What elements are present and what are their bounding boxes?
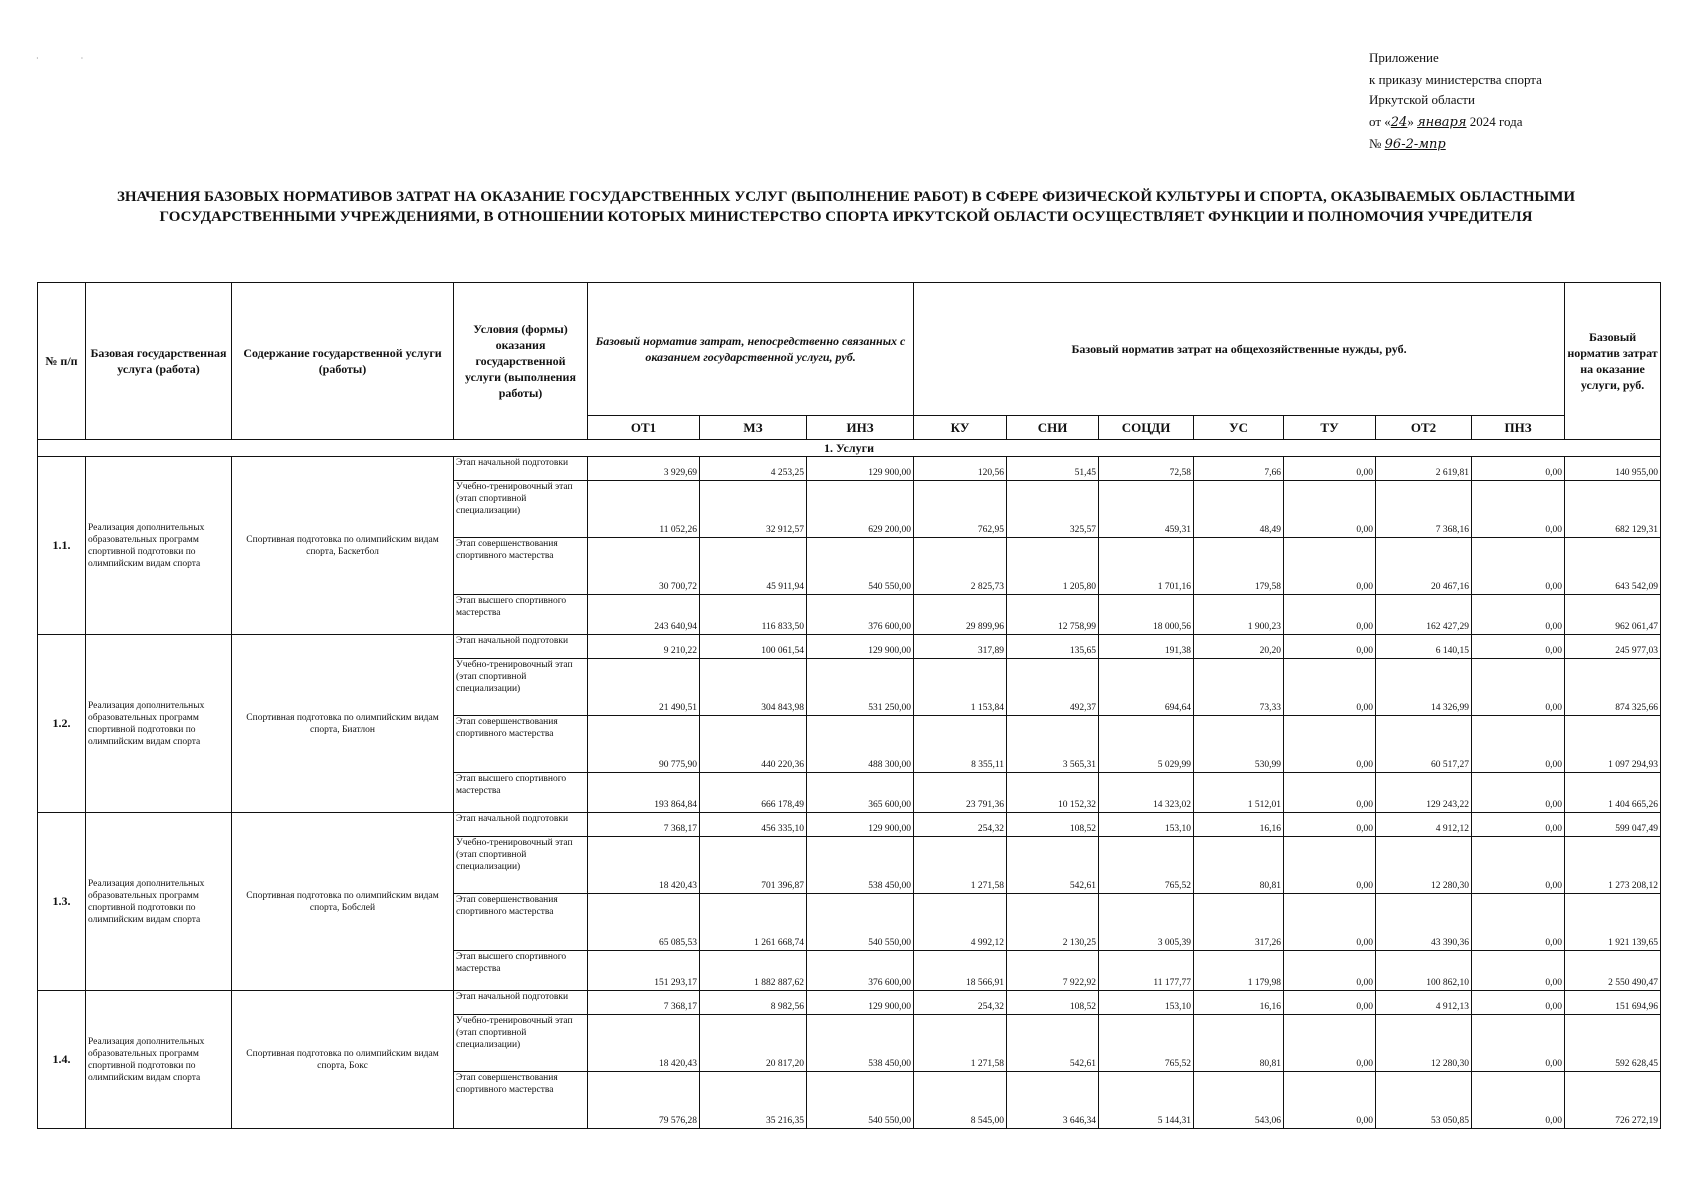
subheader-sni: СНИ — [1007, 416, 1099, 440]
row-index: 1.4. — [38, 991, 86, 1129]
row-index: 1.2. — [38, 635, 86, 813]
value-ot2: 14 326,99 — [1376, 659, 1472, 716]
value-sotsdi: 191,38 — [1099, 635, 1194, 659]
stage-cell: Этап начальной подготовки — [454, 457, 588, 481]
value-ku: 254,32 — [914, 813, 1007, 837]
appendix-label: Приложение — [1369, 50, 1439, 65]
value-sotsdi: 5 144,31 — [1099, 1072, 1194, 1129]
value-ot2: 129 243,22 — [1376, 773, 1472, 813]
value-us: 16,16 — [1194, 991, 1284, 1015]
stage-cell: Этап совершенствования спортивного мастерства — [454, 1072, 588, 1129]
value-sotsdi: 1 701,16 — [1099, 538, 1194, 595]
value-sotsdi: 765,52 — [1099, 837, 1194, 894]
value-ot2: 12 280,30 — [1376, 837, 1472, 894]
value-total: 726 272,19 — [1565, 1072, 1661, 1129]
value-mz: 1 261 668,74 — [700, 894, 807, 951]
value-total: 1 404 665,26 — [1565, 773, 1661, 813]
value-inz: 538 450,00 — [807, 837, 914, 894]
value-ot2: 4 912,13 — [1376, 991, 1472, 1015]
value-ot2: 6 140,15 — [1376, 635, 1472, 659]
value-us: 20,20 — [1194, 635, 1284, 659]
value-inz: 540 550,00 — [807, 1072, 914, 1129]
value-ot1: 18 420,43 — [588, 837, 700, 894]
value-ku: 254,32 — [914, 991, 1007, 1015]
value-pnz: 0,00 — [1472, 773, 1565, 813]
row-index: 1.1. — [38, 457, 86, 635]
value-sni: 51,45 — [1007, 457, 1099, 481]
header-general-costs: Базовый норматив затрат на общехозяйственные нужды, руб. — [914, 283, 1565, 416]
value-sni: 10 152,32 — [1007, 773, 1099, 813]
value-total: 245 977,03 — [1565, 635, 1661, 659]
value-sni: 12 758,99 — [1007, 595, 1099, 635]
value-ot1: 90 775,90 — [588, 716, 700, 773]
value-ot2: 2 619,81 — [1376, 457, 1472, 481]
header-conditions: Условия (формы) оказания государственной услуги (выполнения работы) — [454, 283, 588, 440]
service-name: Реализация дополнительных образовательных программ спортивной подготовки по олимпийским видам спорта — [86, 991, 232, 1129]
value-mz: 304 843,98 — [700, 659, 807, 716]
value-tu: 0,00 — [1284, 951, 1376, 991]
value-sni: 325,57 — [1007, 481, 1099, 538]
value-ot2: 43 390,36 — [1376, 894, 1472, 951]
value-mz: 4 253,25 — [700, 457, 807, 481]
value-tu: 0,00 — [1284, 894, 1376, 951]
service-content: Спортивная подготовка по олимпийским видам спорта, Бобслей — [232, 813, 454, 991]
value-us: 80,81 — [1194, 837, 1284, 894]
table-row — [38, 635, 1661, 659]
subheader-tu: ТУ — [1284, 416, 1376, 440]
date-month: января — [1417, 115, 1467, 130]
value-pnz: 0,00 — [1472, 894, 1565, 951]
value-total: 962 061,47 — [1565, 595, 1661, 635]
region-label: Иркутской области — [1369, 92, 1475, 107]
subheader-pnz: ПНЗ — [1472, 416, 1565, 440]
service-content: Спортивная подготовка по олимпийским видам спорта, Биатлон — [232, 635, 454, 813]
value-ku: 120,56 — [914, 457, 1007, 481]
value-total: 151 694,96 — [1565, 991, 1661, 1015]
date-suffix: 2024 года — [1466, 114, 1523, 129]
subheader-inz: ИНЗ — [807, 416, 914, 440]
order-number — [1369, 135, 1649, 153]
value-inz: 129 900,00 — [807, 991, 914, 1015]
value-ku: 317,89 — [914, 635, 1007, 659]
value-tu: 0,00 — [1284, 716, 1376, 773]
stage-cell: Этап совершенствования спортивного мастерства — [454, 716, 588, 773]
value-pnz: 0,00 — [1472, 1015, 1565, 1072]
service-name: Реализация дополнительных образовательных программ спортивной подготовки по олимпийским видам спорта — [86, 635, 232, 813]
value-pnz: 0,00 — [1472, 538, 1565, 595]
value-pnz: 0,00 — [1472, 595, 1565, 635]
subheader-ot1: ОТ1 — [588, 416, 700, 440]
value-inz: 538 450,00 — [807, 1015, 914, 1072]
value-ot1: 65 085,53 — [588, 894, 700, 951]
value-us: 16,16 — [1194, 813, 1284, 837]
value-us: 1 179,98 — [1194, 951, 1284, 991]
value-sotsdi: 18 000,56 — [1099, 595, 1194, 635]
value-sni: 135,65 — [1007, 635, 1099, 659]
value-ot2: 60 517,27 — [1376, 716, 1472, 773]
value-ku: 1 153,84 — [914, 659, 1007, 716]
value-total: 1 273 208,12 — [1565, 837, 1661, 894]
value-total: 599 047,49 — [1565, 813, 1661, 837]
value-total: 140 955,00 — [1565, 457, 1661, 481]
value-ot2: 100 862,10 — [1376, 951, 1472, 991]
value-inz: 540 550,00 — [807, 894, 914, 951]
value-ku: 762,95 — [914, 481, 1007, 538]
stage-cell: Учебно-тренировочный этап (этап спортивной специализации) — [454, 1015, 588, 1072]
value-us: 48,49 — [1194, 481, 1284, 538]
stage-cell: Этап высшего спортивного мастерства — [454, 595, 588, 635]
value-sotsdi: 153,10 — [1099, 813, 1194, 837]
value-sni: 108,52 — [1007, 991, 1099, 1015]
value-us: 530,99 — [1194, 716, 1284, 773]
value-ot2: 53 050,85 — [1376, 1072, 1472, 1129]
value-ot1: 243 640,94 — [588, 595, 700, 635]
value-sni: 2 130,25 — [1007, 894, 1099, 951]
value-ku: 8 545,00 — [914, 1072, 1007, 1129]
order-date — [1369, 113, 1649, 131]
value-sotsdi: 153,10 — [1099, 991, 1194, 1015]
value-inz: 365 600,00 — [807, 773, 914, 813]
value-ku: 1 271,58 — [914, 1015, 1007, 1072]
stage-cell: Этап начальной подготовки — [454, 813, 588, 837]
row-index: 1.3. — [38, 813, 86, 991]
value-inz: 129 900,00 — [807, 635, 914, 659]
value-ot1: 21 490,51 — [588, 659, 700, 716]
value-ku: 2 825,73 — [914, 538, 1007, 595]
value-inz: 629 200,00 — [807, 481, 914, 538]
stage-cell: Этап совершенствования спортивного мастерства — [454, 538, 588, 595]
value-total: 682 129,31 — [1565, 481, 1661, 538]
value-inz: 531 250,00 — [807, 659, 914, 716]
value-ot1: 7 368,17 — [588, 991, 700, 1015]
value-pnz: 0,00 — [1472, 1072, 1565, 1129]
value-total: 1 921 139,65 — [1565, 894, 1661, 951]
value-pnz: 0,00 — [1472, 659, 1565, 716]
scan-marks: · · — [36, 54, 104, 63]
value-total: 2 550 490,47 — [1565, 951, 1661, 991]
value-total: 643 542,09 — [1565, 538, 1661, 595]
value-tu: 0,00 — [1284, 1015, 1376, 1072]
value-ot1: 9 210,22 — [588, 635, 700, 659]
value-tu: 0,00 — [1284, 1072, 1376, 1129]
value-us: 317,26 — [1194, 894, 1284, 951]
subheader-us: УС — [1194, 416, 1284, 440]
value-us: 73,33 — [1194, 659, 1284, 716]
value-sni: 492,37 — [1007, 659, 1099, 716]
value-ku: 23 791,36 — [914, 773, 1007, 813]
value-ot1: 11 052,26 — [588, 481, 700, 538]
value-pnz: 0,00 — [1472, 837, 1565, 894]
subheader-sotsdi: СОЦДИ — [1099, 416, 1194, 440]
value-ku: 29 899,96 — [914, 595, 1007, 635]
value-pnz: 0,00 — [1472, 481, 1565, 538]
stage-cell: Этап совершенствования спортивного мастерства — [454, 894, 588, 951]
value-inz: 129 900,00 — [807, 813, 914, 837]
value-tu: 0,00 — [1284, 595, 1376, 635]
header-total: Базовый норматив затрат на оказание услуги, руб. — [1565, 283, 1661, 440]
value-sotsdi: 765,52 — [1099, 1015, 1194, 1072]
service-name: Реализация дополнительных образовательных программ спортивной подготовки по олимпийским видам спорта — [86, 813, 232, 991]
value-ot2: 7 368,16 — [1376, 481, 1472, 538]
stage-cell: Учебно-тренировочный этап (этап спортивной специализации) — [454, 481, 588, 538]
value-total: 592 628,45 — [1565, 1015, 1661, 1072]
stage-cell: Учебно-тренировочный этап (этап спортивной специализации) — [454, 659, 588, 716]
value-mz: 701 396,87 — [700, 837, 807, 894]
value-mz: 45 911,94 — [700, 538, 807, 595]
stage-cell: Учебно-тренировочный этап (этап спортивной специализации) — [454, 837, 588, 894]
service-content: Спортивная подготовка по олимпийским видам спорта, Баскетбол — [232, 457, 454, 635]
value-inz: 540 550,00 — [807, 538, 914, 595]
value-mz: 20 817,20 — [700, 1015, 807, 1072]
value-tu: 0,00 — [1284, 659, 1376, 716]
value-sotsdi: 5 029,99 — [1099, 716, 1194, 773]
value-ku: 18 566,91 — [914, 951, 1007, 991]
value-ot1: 18 420,43 — [588, 1015, 700, 1072]
value-mz: 666 178,49 — [700, 773, 807, 813]
stage-cell: Этап начальной подготовки — [454, 991, 588, 1015]
table-row — [38, 457, 1661, 481]
value-inz: 376 600,00 — [807, 951, 914, 991]
value-sotsdi: 11 177,77 — [1099, 951, 1194, 991]
value-sotsdi: 694,64 — [1099, 659, 1194, 716]
value-mz: 35 216,35 — [700, 1072, 807, 1129]
table-row — [38, 813, 1661, 837]
value-ot1: 30 700,72 — [588, 538, 700, 595]
value-sni: 1 205,80 — [1007, 538, 1099, 595]
subheader-ku: КУ — [914, 416, 1007, 440]
value-tu: 0,00 — [1284, 538, 1376, 595]
subheader-ot2: ОТ2 — [1376, 416, 1472, 440]
value-sotsdi: 3 005,39 — [1099, 894, 1194, 951]
value-mz: 1 882 887,62 — [700, 951, 807, 991]
number-value: 96-2-мпр — [1384, 137, 1446, 152]
value-mz: 440 220,36 — [700, 716, 807, 773]
value-us: 80,81 — [1194, 1015, 1284, 1072]
value-tu: 0,00 — [1284, 457, 1376, 481]
value-total: 874 325,66 — [1565, 659, 1661, 716]
value-tu: 0,00 — [1284, 635, 1376, 659]
value-inz: 129 900,00 — [807, 457, 914, 481]
value-pnz: 0,00 — [1472, 716, 1565, 773]
date-prefix: от « — [1369, 114, 1391, 129]
cost-norms-table — [37, 282, 1661, 1129]
value-ot2: 20 467,16 — [1376, 538, 1472, 595]
value-ot2: 162 427,29 — [1376, 595, 1472, 635]
table-row — [38, 991, 1661, 1015]
stage-cell: Этап высшего спортивного мастерства — [454, 951, 588, 991]
value-ot2: 4 912,12 — [1376, 813, 1472, 837]
stage-cell: Этап начальной подготовки — [454, 635, 588, 659]
header-direct-costs: Базовый норматив затрат, непосредственно связанных с оказанием государственной услуги, руб. — [588, 283, 914, 416]
value-pnz: 0,00 — [1472, 813, 1565, 837]
value-sni: 7 922,92 — [1007, 951, 1099, 991]
value-total: 1 097 294,93 — [1565, 716, 1661, 773]
value-sni: 542,61 — [1007, 837, 1099, 894]
value-ot1: 7 368,17 — [588, 813, 700, 837]
section-services: 1. Услуги — [38, 440, 1661, 457]
value-sni: 3 565,31 — [1007, 716, 1099, 773]
value-mz: 8 982,56 — [700, 991, 807, 1015]
value-pnz: 0,00 — [1472, 457, 1565, 481]
value-ot1: 79 576,28 — [588, 1072, 700, 1129]
value-ot1: 193 864,84 — [588, 773, 700, 813]
value-mz: 116 833,50 — [700, 595, 807, 635]
value-sni: 542,61 — [1007, 1015, 1099, 1072]
value-us: 179,58 — [1194, 538, 1284, 595]
subheader-mz: МЗ — [700, 416, 807, 440]
value-ot1: 3 929,69 — [588, 457, 700, 481]
value-tu: 0,00 — [1284, 481, 1376, 538]
value-ot2: 12 280,30 — [1376, 1015, 1472, 1072]
value-tu: 0,00 — [1284, 837, 1376, 894]
date-mid: » — [1407, 114, 1418, 129]
stage-cell: Этап высшего спортивного мастерства — [454, 773, 588, 813]
value-us: 7,66 — [1194, 457, 1284, 481]
value-sni: 3 646,34 — [1007, 1072, 1099, 1129]
value-inz: 488 300,00 — [807, 716, 914, 773]
header-content: Содержание государственной услуги (работы) — [232, 283, 454, 440]
header-num: № п/п — [38, 283, 86, 440]
header-service: Базовая государственная услуга (работа) — [86, 283, 232, 440]
order-reference: к приказу министерства спорта — [1369, 72, 1542, 87]
value-pnz: 0,00 — [1472, 951, 1565, 991]
value-sotsdi: 459,31 — [1099, 481, 1194, 538]
value-ku: 1 271,58 — [914, 837, 1007, 894]
value-ku: 4 992,12 — [914, 894, 1007, 951]
service-content: Спортивная подготовка по олимпийским видам спорта, Бокс — [232, 991, 454, 1129]
value-sotsdi: 14 323,02 — [1099, 773, 1194, 813]
value-mz: 456 335,10 — [700, 813, 807, 837]
service-name: Реализация дополнительных образовательных программ спортивной подготовки по олимпийским видам спорта — [86, 457, 232, 635]
value-tu: 0,00 — [1284, 773, 1376, 813]
value-us: 1 900,23 — [1194, 595, 1284, 635]
value-ku: 8 355,11 — [914, 716, 1007, 773]
value-inz: 376 600,00 — [807, 595, 914, 635]
value-tu: 0,00 — [1284, 991, 1376, 1015]
value-us: 1 512,01 — [1194, 773, 1284, 813]
value-pnz: 0,00 — [1472, 991, 1565, 1015]
value-mz: 100 061,54 — [700, 635, 807, 659]
value-sni: 108,52 — [1007, 813, 1099, 837]
date-day: 24 — [1390, 115, 1408, 130]
number-prefix: № — [1369, 136, 1385, 151]
value-pnz: 0,00 — [1472, 635, 1565, 659]
value-tu: 0,00 — [1284, 813, 1376, 837]
document-title: ЗНАЧЕНИЯ БАЗОВЫХ НОРМАТИВОВ ЗАТРАТ НА ОКАЗАНИЕ ГОСУДАРСТВЕННЫХ УСЛУГ (ВЫПОЛНЕНИЕ РАБОТ) В СФЕРЕ ФИЗИЧЕСКОЙ КУЛЬТУРЫ И СПОРТА, ОКАЗЫВАЕМЫХ ОБЛАСТНЫМИ ГОСУДАРСТВЕННЫМИ УЧРЕЖДЕНИЯМИ, В ОТНОШЕНИИ КОТОРЫХ МИНИСТЕРСТВО СПОРТА ИРКУТСКОЙ ОБЛАСТИ ОСУЩЕСТВЛЯЕТ ФУНКЦИИ И ПОЛНОМОЧИЯ УЧРЕДИТЕЛЯ — [116, 189, 1576, 225]
value-ot1: 151 293,17 — [588, 951, 700, 991]
value-mz: 32 912,57 — [700, 481, 807, 538]
value-sotsdi: 72,58 — [1099, 457, 1194, 481]
value-us: 543,06 — [1194, 1072, 1284, 1129]
